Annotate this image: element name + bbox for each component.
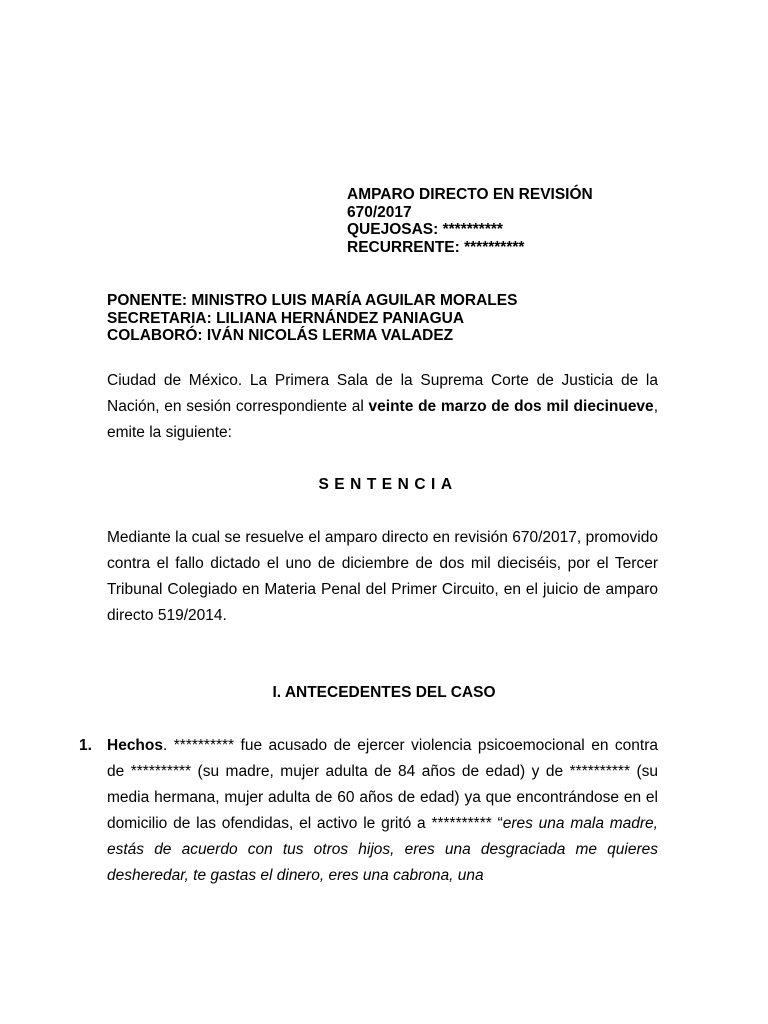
- session-date: veinte de marzo de dos mil diecinueve: [368, 398, 654, 415]
- hechos-paragraph: [107, 733, 658, 889]
- intro-text-end: , emite la siguiente:: [107, 398, 658, 441]
- intro-paragraph: [107, 368, 658, 446]
- case-header: [347, 186, 677, 256]
- colaboro-line: COLABORÓ: IVÁN NICOLÁS LERMA VALADEZ: [107, 327, 454, 344]
- quejosas-line: QUEJOSAS: **********: [347, 221, 503, 238]
- ponente-block: [107, 292, 667, 345]
- intro-text: Ciudad de México. La Primera Sala de la Suprema Corte de Justicia de la Nación, en sesión correspondiente al: [107, 372, 658, 415]
- ponente-line: PONENTE: MINISTRO LUIS MARÍA AGUILAR MORALES: [107, 292, 518, 309]
- secretaria-line: SECRETARIA: LILIANA HERNÁNDEZ PANIAGUA: [107, 309, 465, 327]
- hechos-text: . ********** fue acusado de ejercer violencia psicoemocional en contra de ********** (su madre, mujer adulta de 84 años de edad) y de ********** (su media hermana, mujer adulta de 60 años de edad) ya que encontrándose en el domicilio de las ofendidas, el activo le gritó a ********** “: [107, 737, 658, 832]
- recurrente-line: RECURRENTE: **********: [347, 238, 525, 256]
- hechos-heading: Hechos: [107, 737, 163, 754]
- quote-text: eres una mala madre, estás de acuerdo con tus otros hijos, eres una desgraciada me quieres desheredar, te gastas el dinero, eres una cabrona, una: [107, 815, 658, 884]
- resolution-paragraph: Mediante la cual se resuelve el amparo directo en revisión 670/2017, promovido contra el fallo dictado el uno de diciembre de dos mil dieciséis, por el Tercer Tribunal Colegiado en Materia Penal del Primer Circuito, en el juicio de amparo directo 519/2014.: [107, 529, 658, 624]
- case-type: AMPARO DIRECTO EN REVISIÓN: [347, 186, 593, 203]
- list-number: 1.: [79, 737, 92, 754]
- section-title: I. ANTECEDENTES DEL CASO: [272, 684, 496, 701]
- sentencia-title: SENTENCIA: [318, 476, 458, 493]
- case-number: 670/2017: [347, 203, 412, 221]
